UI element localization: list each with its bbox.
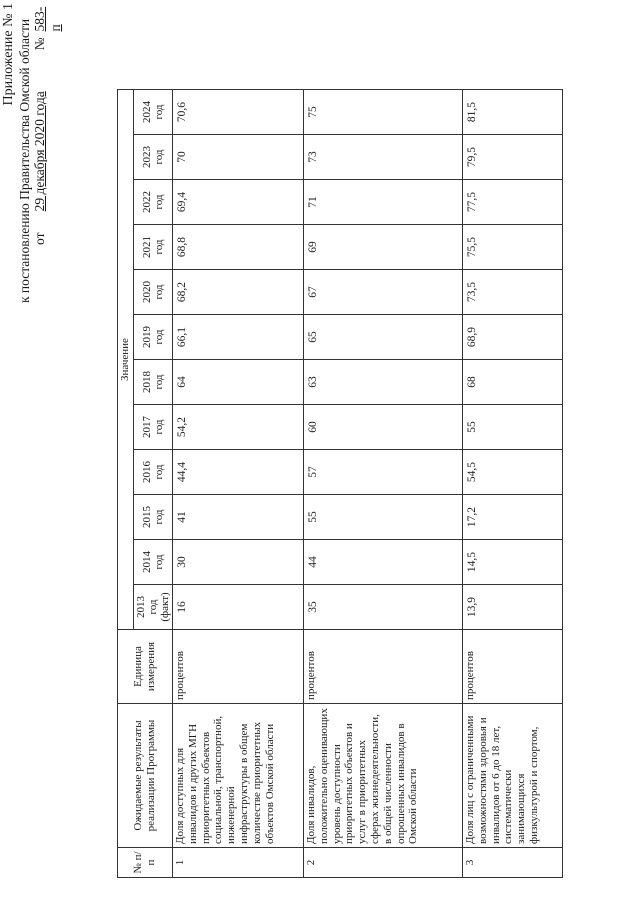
value-cell: 71 [304, 180, 463, 225]
year-header: 2014 год [134, 540, 173, 585]
value-cell: 68 [463, 360, 563, 405]
value-cell: 73 [304, 135, 463, 180]
year-header: 2024 год [134, 90, 173, 135]
value-cell: 69,4 [173, 180, 304, 225]
value-cell: 75,5 [463, 225, 563, 270]
value-cell: 13,9 [463, 585, 563, 630]
value-cell: 79,5 [463, 135, 563, 180]
value-cell: 68,8 [173, 225, 304, 270]
value-cell: 81,5 [463, 90, 563, 135]
row-unit: процентов [304, 630, 463, 704]
value-cell: 57 [304, 450, 463, 495]
decree-reference: к постановлению Правительства Омской области [16, 18, 32, 303]
decree-date: 29 декабря 2020 года [32, 91, 47, 212]
value-cell: 54,5 [463, 450, 563, 495]
value-cell: 17,2 [463, 495, 563, 540]
table-row [463, 90, 563, 878]
year-header: 2013 год (факт) [134, 585, 173, 630]
value-cell: 41 [173, 495, 304, 540]
row-number: 2 [304, 848, 463, 878]
table-row [173, 90, 304, 878]
row-result: Доля инвалидов, положительно оценивающих уровень доступности приоритетных объектов и услуг в приоритетных сферах жизнедеятельности, в общей численности опрошенных инвалидов в Омской области [304, 704, 463, 848]
value-cell: 68,2 [173, 270, 304, 315]
decree-number: 583-п [32, 6, 63, 32]
value-cell: 44,4 [173, 450, 304, 495]
year-header: 2022 год [134, 180, 173, 225]
expected-results-table [117, 89, 563, 878]
value-cell: 68,9 [463, 315, 563, 360]
year-header: 2023 год [134, 135, 173, 180]
value-cell: 35 [304, 585, 463, 630]
table-header-row [118, 90, 134, 878]
year-header: 2018 год [134, 360, 173, 405]
col-header-unit: Единица измерения [118, 630, 173, 704]
col-header-num: № п/п [118, 848, 173, 878]
row-unit: процентов [463, 630, 563, 704]
year-header: 2021 год [134, 225, 173, 270]
value-cell: 75 [304, 90, 463, 135]
value-cell: 16 [173, 585, 304, 630]
table-row [304, 90, 463, 878]
value-cell: 14,5 [463, 540, 563, 585]
decree-date-line [32, 3, 63, 245]
year-header: 2016 год [134, 450, 173, 495]
value-cell: 63 [304, 360, 463, 405]
year-header: 2017 год [134, 405, 173, 450]
value-cell: 54,2 [173, 405, 304, 450]
appendix-header [1, 3, 63, 303]
value-cell: 55 [304, 495, 463, 540]
year-header: 2020 год [134, 270, 173, 315]
value-cell: 30 [173, 540, 304, 585]
value-cell: 77,5 [463, 180, 563, 225]
value-cell: 70,6 [173, 90, 304, 135]
value-cell: 44 [304, 540, 463, 585]
row-number: 3 [463, 848, 563, 878]
appendix-title: Приложение № 1 [1, 3, 16, 106]
year-header: 2019 год [134, 315, 173, 360]
col-header-result: Ожидаемые результаты реализации Программы [118, 704, 173, 848]
row-result: Доля лиц с ограниченными возможностями здоровья и инвалидов от 6 до 18 лет, систематически занимающихся физкультурой и спортом, [463, 704, 563, 848]
from-label: от [32, 232, 47, 245]
row-number: 1 [173, 848, 304, 878]
value-cell: 55 [463, 405, 563, 450]
value-cell: 60 [304, 405, 463, 450]
value-cell: 69 [304, 225, 463, 270]
value-cell: 67 [304, 270, 463, 315]
value-cell: 73,5 [463, 270, 563, 315]
year-header: 2015 год [134, 495, 173, 540]
value-cell: 65 [304, 315, 463, 360]
number-label: № [32, 37, 47, 51]
value-cell: 66,1 [173, 315, 304, 360]
value-cell: 70 [173, 135, 304, 180]
row-unit: процентов [173, 630, 304, 704]
row-result: Доля доступных для инвалидов и других МГН приоритетных объектов социальной, транспортной, инженерной инфраструктуры в общем количестве приоритетных объектов Омской области [173, 704, 304, 848]
value-cell: 64 [173, 360, 304, 405]
col-header-value: Значение [118, 90, 134, 630]
